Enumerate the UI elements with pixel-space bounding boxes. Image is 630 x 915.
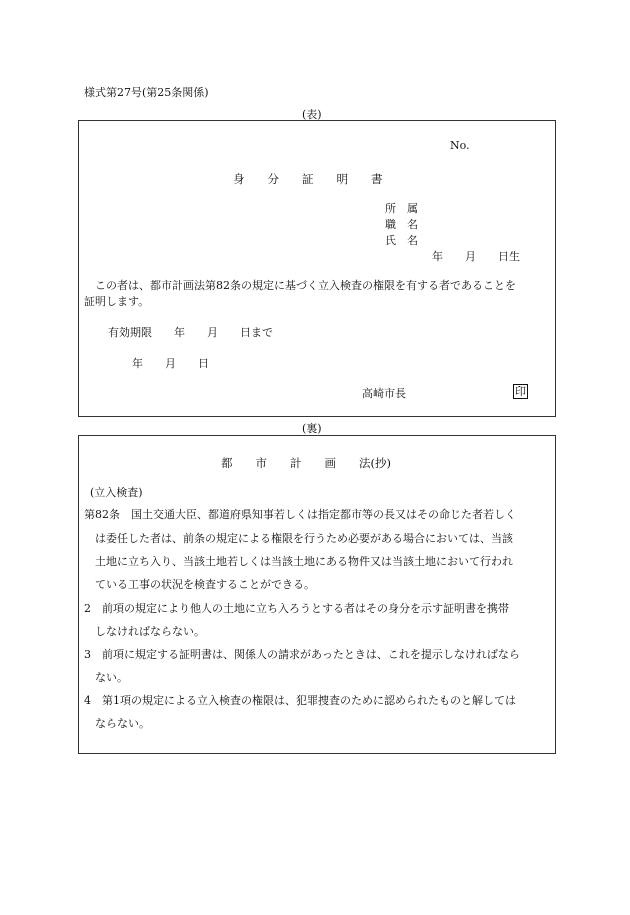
statement-line-2: 証明します。 xyxy=(84,295,150,308)
number-label: No. xyxy=(450,139,470,152)
article-82-line-1: 第82条 国土交通大臣、都道府県知事若しくは指定都市等の長又はその命じた者若しく xyxy=(84,508,516,521)
front-card xyxy=(78,120,556,417)
paragraph-3-line-2: ない。 xyxy=(95,671,128,684)
position-label: 職 名 xyxy=(385,218,418,231)
certificate-title: 身 分 証 明 書 xyxy=(233,172,383,186)
validity-period: 有効期限 年 月 日まで xyxy=(108,326,273,339)
article-82-line-2: は委任した者は、前条の規定による権限を行うため必要がある場合においては、当該 xyxy=(95,532,513,545)
paragraph-3-line-1: 3 前項に規定する証明書は、関係人の請求があったときは、これを提示しなければなら xyxy=(84,648,520,661)
seal-mark: 印 xyxy=(515,385,526,398)
article-82-line-3: 土地に立ち入り、当該土地若しくは当該土地にある物件又は当該土地において行われ xyxy=(95,555,513,568)
section-heading: (立入検査) xyxy=(90,486,143,499)
statement-line-1: この者は、都市計画法第82条の規定に基づく立入検査の権限を有する者であることを xyxy=(84,279,516,292)
paragraph-4-line-1: 4 第1項の規定による立入検査の権限は、犯罪捜査のために認められたものと解しては xyxy=(84,694,516,707)
law-title: 都 市 計 画 法(抄) xyxy=(221,456,391,470)
issue-date: 年 月 日 xyxy=(132,357,209,370)
article-82-line-4: ている工事の状況を検査することができる。 xyxy=(95,578,315,591)
paragraph-4-line-2: ならない。 xyxy=(95,717,150,730)
paragraph-2-line-2: しなければならない。 xyxy=(95,625,205,638)
issuer-name: 高崎市長 xyxy=(362,387,406,400)
back-side-label: (裏) xyxy=(302,422,322,435)
affiliation-label: 所 属 xyxy=(385,202,418,215)
birth-date-label: 年 月 日生 xyxy=(432,250,520,263)
front-side-label: (表) xyxy=(302,108,322,121)
paragraph-2-line-1: 2 前項の規定により他人の土地に立ち入ろうとする者はその身分を示す証明書を携帯 xyxy=(84,602,509,615)
name-label: 氏 名 xyxy=(385,234,418,247)
form-number-label: 様式第27号(第25条関係) xyxy=(84,86,209,99)
